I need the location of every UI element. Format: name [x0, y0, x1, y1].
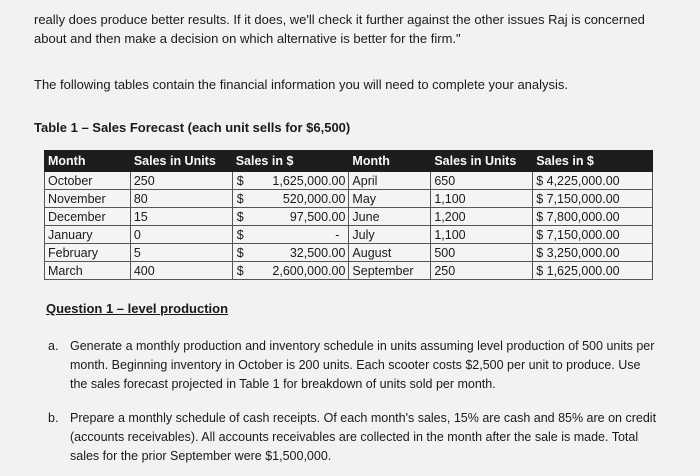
header-sales-dollars: Sales in $: [232, 151, 349, 172]
month-cell: December: [45, 208, 131, 226]
units-cell: 650: [431, 172, 533, 190]
table-header-row: [45, 151, 653, 172]
dollars-cell: $ 1,625,000.00: [533, 262, 653, 280]
dollars-cell: [232, 190, 349, 208]
table-row: [45, 208, 653, 226]
dollar-sign: $: [236, 263, 244, 278]
units-cell: 1,100: [431, 226, 533, 244]
table-row: [45, 244, 653, 262]
amount-value: 97,500.00: [289, 209, 346, 224]
intro-paragraph: really does produce better results. If it does, we'll check it further against the other issues Raj is concerned about and then make a decision on which alternative is better for the firm.": [34, 12, 645, 46]
dollar-sign: $: [236, 245, 244, 260]
month-cell: February: [45, 244, 131, 262]
dollar-sign: $: [236, 209, 244, 224]
units-cell: 250: [431, 262, 533, 280]
header-month: Month: [45, 151, 131, 172]
dollars-cell: $ 7,800,000.00: [533, 208, 653, 226]
dollars-cell: [232, 244, 349, 262]
amount-value: 520,000.00: [282, 191, 346, 206]
units-cell: 80: [130, 190, 232, 208]
month-cell: August: [349, 244, 431, 262]
month-cell: October: [45, 172, 131, 190]
dollars-cell: [232, 208, 349, 226]
amount-value: 2,600,000.00: [272, 263, 346, 278]
lead-paragraph: The following tables contain the financial information you will need to complete your analysis.: [34, 77, 569, 92]
table-row: [45, 172, 653, 190]
header-sales-dollars: Sales in $: [533, 151, 653, 172]
amount-value: -: [335, 227, 340, 242]
dollars-cell: [232, 262, 349, 280]
question-1b-text: Prepare a monthly schedule of cash receipts. Of each month's sales, 15% are cash and 85% are on credit (accounts receivables). All accounts receivables are collected in the month after the sale is made. Total sales for the prior September were $1,500,000.: [70, 411, 657, 463]
units-cell: 1,200: [431, 208, 533, 226]
dollars-cell: [232, 172, 349, 190]
question-1a-text: Generate a monthly production and inventory schedule in units assuming level production of 500 units per month. Beginning inventory in October is 200 units. Each scooter costs $2,500 per unit to produce. Use the sales forecast projected in Table 1 for breakdown of units sold per month.: [70, 339, 655, 391]
dollars-cell: $ 7,150,000.00: [533, 226, 653, 244]
amount-value: 32,500.00: [289, 245, 346, 260]
question-1b: [48, 409, 660, 466]
units-cell: 400: [130, 262, 232, 280]
month-cell: January: [45, 226, 131, 244]
header-sales-units: Sales in Units: [130, 151, 232, 172]
dollars-cell: $ 3,250,000.00: [533, 244, 653, 262]
month-cell: September: [349, 262, 431, 280]
month-cell: June: [349, 208, 431, 226]
units-cell: 0: [130, 226, 232, 244]
units-cell: 5: [130, 244, 232, 262]
month-cell: March: [45, 262, 131, 280]
table-row: [45, 262, 653, 280]
item-marker: a.: [48, 339, 59, 353]
sales-forecast-table: [44, 150, 653, 280]
table-row: [45, 190, 653, 208]
units-cell: 15: [130, 208, 232, 226]
header-sales-units: Sales in Units: [431, 151, 533, 172]
units-cell: 500: [431, 244, 533, 262]
month-cell: July: [349, 226, 431, 244]
dollars-cell: [232, 226, 349, 244]
item-marker: b.: [48, 411, 59, 425]
table-row: [45, 226, 653, 244]
units-cell: 1,100: [431, 190, 533, 208]
month-cell: May: [349, 190, 431, 208]
amount-value: 1,625,000.00: [272, 173, 346, 188]
units-cell: 250: [130, 172, 232, 190]
month-cell: November: [45, 190, 131, 208]
dollars-cell: $ 7,150,000.00: [533, 190, 653, 208]
dollar-sign: $: [236, 227, 244, 242]
month-cell: April: [349, 172, 431, 190]
table-caption: Table 1 – Sales Forecast (each unit sells for $6,500): [34, 120, 351, 135]
dollars-cell: $ 4,225,000.00: [533, 172, 653, 190]
header-month: Month: [349, 151, 431, 172]
dollar-sign: $: [236, 191, 244, 206]
question-1a: [48, 337, 660, 394]
dollar-sign: $: [236, 173, 244, 188]
question-1-title: Question 1 – level production: [46, 301, 229, 316]
